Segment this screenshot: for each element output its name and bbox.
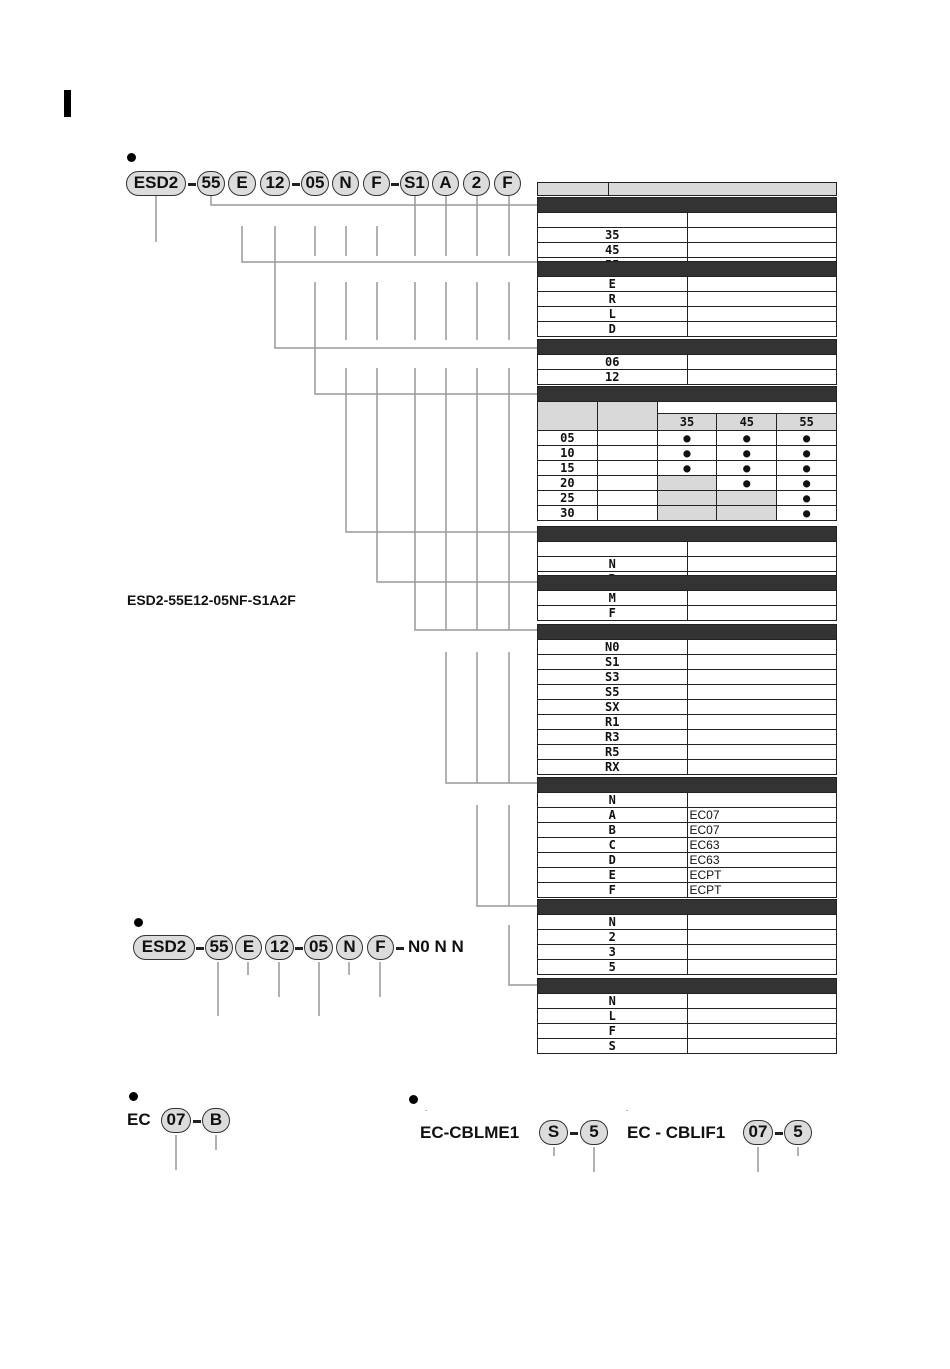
table-row bbox=[538, 640, 837, 655]
available-mark: ● bbox=[777, 446, 837, 461]
available-mark: ● bbox=[657, 461, 717, 476]
table-row bbox=[538, 700, 837, 715]
sensor-code: R5 bbox=[538, 745, 688, 760]
table-row bbox=[538, 1024, 837, 1039]
available-mark bbox=[657, 491, 717, 506]
table-row bbox=[538, 591, 837, 606]
table-row bbox=[538, 370, 837, 385]
table-row bbox=[538, 1009, 837, 1024]
code-segment-stroke: 05 bbox=[301, 171, 329, 196]
sensor-code: R1 bbox=[538, 715, 688, 730]
stroke-size-header: 55 bbox=[777, 414, 837, 431]
sensor-code: S5 bbox=[538, 685, 688, 700]
available-mark: ● bbox=[657, 446, 717, 461]
ec-segment: B bbox=[202, 1108, 230, 1133]
table-row bbox=[538, 994, 837, 1009]
cable-code: A bbox=[538, 808, 688, 823]
table-row bbox=[538, 823, 837, 838]
option-code: F bbox=[538, 1024, 688, 1039]
table-row bbox=[538, 1039, 837, 1054]
table-row bbox=[538, 461, 837, 476]
table-row bbox=[538, 883, 837, 898]
motor-code: E bbox=[538, 277, 688, 292]
cable-code-prefix: EC-CBLME1 bbox=[420, 1123, 520, 1142]
table-row bbox=[538, 557, 837, 572]
code-segment-mount: F bbox=[367, 935, 394, 960]
code-segment-brake: N bbox=[332, 171, 359, 196]
lead-code: 06 bbox=[538, 355, 688, 370]
code-dash bbox=[396, 947, 404, 950]
code-dash bbox=[196, 947, 204, 950]
table-row bbox=[538, 838, 837, 853]
mount-table bbox=[537, 575, 837, 621]
table-row bbox=[538, 228, 837, 243]
table-header-cell bbox=[609, 183, 837, 196]
available-mark: ● bbox=[777, 491, 837, 506]
cable-desc: ECPT bbox=[687, 883, 837, 898]
available-mark: ● bbox=[717, 446, 777, 461]
available-mark bbox=[717, 491, 777, 506]
sensor-table bbox=[537, 624, 837, 775]
size-code: 35 bbox=[538, 228, 688, 243]
table-row bbox=[538, 868, 837, 883]
available-mark: ● bbox=[777, 506, 837, 521]
stroke-code: 10 bbox=[538, 446, 598, 461]
motor-table bbox=[537, 261, 837, 337]
tick-mark: . bbox=[626, 1104, 629, 1113]
code-dash bbox=[193, 1120, 201, 1123]
available-mark bbox=[657, 506, 717, 521]
table-row bbox=[538, 307, 837, 322]
table-row bbox=[538, 930, 837, 945]
code-segment-sensor: S1 bbox=[400, 171, 429, 196]
available-mark: ● bbox=[657, 431, 717, 446]
table-row bbox=[538, 793, 837, 808]
code-segment-lead: 12 bbox=[260, 171, 290, 196]
table-header-cell bbox=[538, 183, 609, 196]
sensor-code: S1 bbox=[538, 655, 688, 670]
length-table-title bbox=[538, 900, 837, 915]
cable-desc: EC07 bbox=[687, 808, 837, 823]
ec-prefix: EC bbox=[127, 1110, 151, 1129]
brake-code: N bbox=[538, 557, 688, 572]
available-mark: ● bbox=[717, 461, 777, 476]
option-code: S bbox=[538, 1039, 688, 1054]
code-dash bbox=[295, 947, 303, 950]
length-code: 2 bbox=[538, 930, 688, 945]
mount-table-title bbox=[538, 576, 837, 591]
cable-code-segment: 5 bbox=[784, 1120, 812, 1145]
code-segment-motor: E bbox=[228, 171, 256, 196]
cable-code: E bbox=[538, 868, 688, 883]
cable-desc: EC07 bbox=[687, 823, 837, 838]
stroke-size-header: 35 bbox=[657, 414, 717, 431]
table-row bbox=[538, 760, 837, 775]
table-row bbox=[538, 476, 837, 491]
lead-table bbox=[537, 339, 837, 385]
tick-mark: . bbox=[425, 1104, 428, 1113]
available-mark: ● bbox=[777, 461, 837, 476]
cable-desc: EC63 bbox=[687, 853, 837, 868]
length-code: 3 bbox=[538, 945, 688, 960]
code-suffix: N0 N N bbox=[408, 937, 464, 956]
code-segment-cable: A bbox=[432, 171, 459, 196]
size-table-title bbox=[538, 198, 837, 213]
cable-table-title bbox=[538, 778, 837, 793]
table-row bbox=[538, 292, 837, 307]
option-code: N bbox=[538, 994, 688, 1009]
motor-code: D bbox=[538, 322, 688, 337]
table-row bbox=[538, 506, 837, 521]
stroke-table bbox=[537, 386, 837, 521]
code-segment-brake: N bbox=[336, 935, 363, 960]
available-mark bbox=[657, 476, 717, 491]
table-row bbox=[538, 446, 837, 461]
lead-code: 12 bbox=[538, 370, 688, 385]
table-row bbox=[538, 655, 837, 670]
size-code: 45 bbox=[538, 243, 688, 258]
motor-table-title bbox=[538, 262, 837, 277]
table-row bbox=[538, 715, 837, 730]
table-row bbox=[538, 243, 837, 258]
sensor-code: N0 bbox=[538, 640, 688, 655]
cable-code-prefix: EC - CBLIF1 bbox=[627, 1123, 726, 1142]
table-row bbox=[538, 685, 837, 700]
table-row bbox=[538, 915, 837, 930]
sensor-code: S3 bbox=[538, 670, 688, 685]
mount-code: F bbox=[538, 606, 688, 621]
cable-desc bbox=[687, 793, 837, 808]
stroke-code: 15 bbox=[538, 461, 598, 476]
cable-code: C bbox=[538, 838, 688, 853]
table-row bbox=[538, 945, 837, 960]
motor-code: R bbox=[538, 292, 688, 307]
cable-code-segment: 07 bbox=[743, 1120, 773, 1145]
sensor-table-title bbox=[538, 625, 837, 640]
cable-code-segment: 5 bbox=[580, 1120, 608, 1145]
table-row bbox=[538, 745, 837, 760]
table-row bbox=[538, 277, 837, 292]
code-segment-size: 55 bbox=[205, 935, 233, 960]
table-row bbox=[538, 491, 837, 506]
available-mark: ● bbox=[777, 476, 837, 491]
cable-code: N bbox=[538, 793, 688, 808]
sensor-code: R3 bbox=[538, 730, 688, 745]
table-row bbox=[538, 355, 837, 370]
code-segment-size: 55 bbox=[197, 171, 225, 196]
lead-table-title bbox=[538, 340, 837, 355]
cable-code: D bbox=[538, 853, 688, 868]
option-table-title bbox=[538, 979, 837, 994]
brake-table-title bbox=[538, 527, 837, 542]
available-mark: ● bbox=[717, 431, 777, 446]
table-row bbox=[538, 808, 837, 823]
length-code: 5 bbox=[538, 960, 688, 975]
code-segment-series: ESD2 bbox=[133, 935, 195, 960]
length-code: N bbox=[538, 915, 688, 930]
option-code: L bbox=[538, 1009, 688, 1024]
code-segment-mount: F bbox=[363, 171, 390, 196]
stroke-code: 20 bbox=[538, 476, 598, 491]
table-row bbox=[538, 322, 837, 337]
available-mark bbox=[717, 506, 777, 521]
code-segment-lead: 12 bbox=[265, 935, 294, 960]
cable-code: F bbox=[538, 883, 688, 898]
bullet-dot bbox=[409, 1095, 418, 1104]
table-row bbox=[538, 606, 837, 621]
stroke-table-title bbox=[538, 387, 837, 402]
example-model: ESD2-55E12-05NF-S1A2F bbox=[127, 592, 296, 608]
available-mark: ● bbox=[717, 476, 777, 491]
stroke-code: 05 bbox=[538, 431, 598, 446]
cable-desc: EC63 bbox=[687, 838, 837, 853]
code-dash bbox=[570, 1132, 578, 1135]
motor-code: L bbox=[538, 307, 688, 322]
option-table bbox=[537, 978, 837, 1054]
table-row bbox=[538, 853, 837, 868]
stroke-size-header: 45 bbox=[717, 414, 777, 431]
bullet-dot bbox=[129, 1092, 138, 1101]
cable-code-segment: S bbox=[539, 1120, 568, 1145]
sensor-code: RX bbox=[538, 760, 688, 775]
cable-code: B bbox=[538, 823, 688, 838]
table-row bbox=[538, 431, 837, 446]
code-segment-option: F bbox=[494, 171, 521, 196]
stroke-code: 25 bbox=[538, 491, 598, 506]
table-row bbox=[538, 960, 837, 975]
stroke-code: 30 bbox=[538, 506, 598, 521]
code-segment-series: ESD2 bbox=[126, 171, 186, 196]
table-header bbox=[537, 182, 837, 196]
code-segment-length: 2 bbox=[463, 171, 490, 196]
code-dash bbox=[775, 1132, 783, 1135]
mount-code: M bbox=[538, 591, 688, 606]
sensor-code: SX bbox=[538, 700, 688, 715]
code-segment-motor: E bbox=[235, 935, 262, 960]
table-row bbox=[538, 730, 837, 745]
cable-desc: ECPT bbox=[687, 868, 837, 883]
cable-table bbox=[537, 777, 837, 898]
table-row bbox=[538, 670, 837, 685]
code-segment-stroke: 05 bbox=[304, 935, 333, 960]
length-table bbox=[537, 899, 837, 975]
ec-segment: 07 bbox=[161, 1108, 191, 1133]
available-mark: ● bbox=[777, 431, 837, 446]
bullet-dot bbox=[134, 918, 143, 927]
